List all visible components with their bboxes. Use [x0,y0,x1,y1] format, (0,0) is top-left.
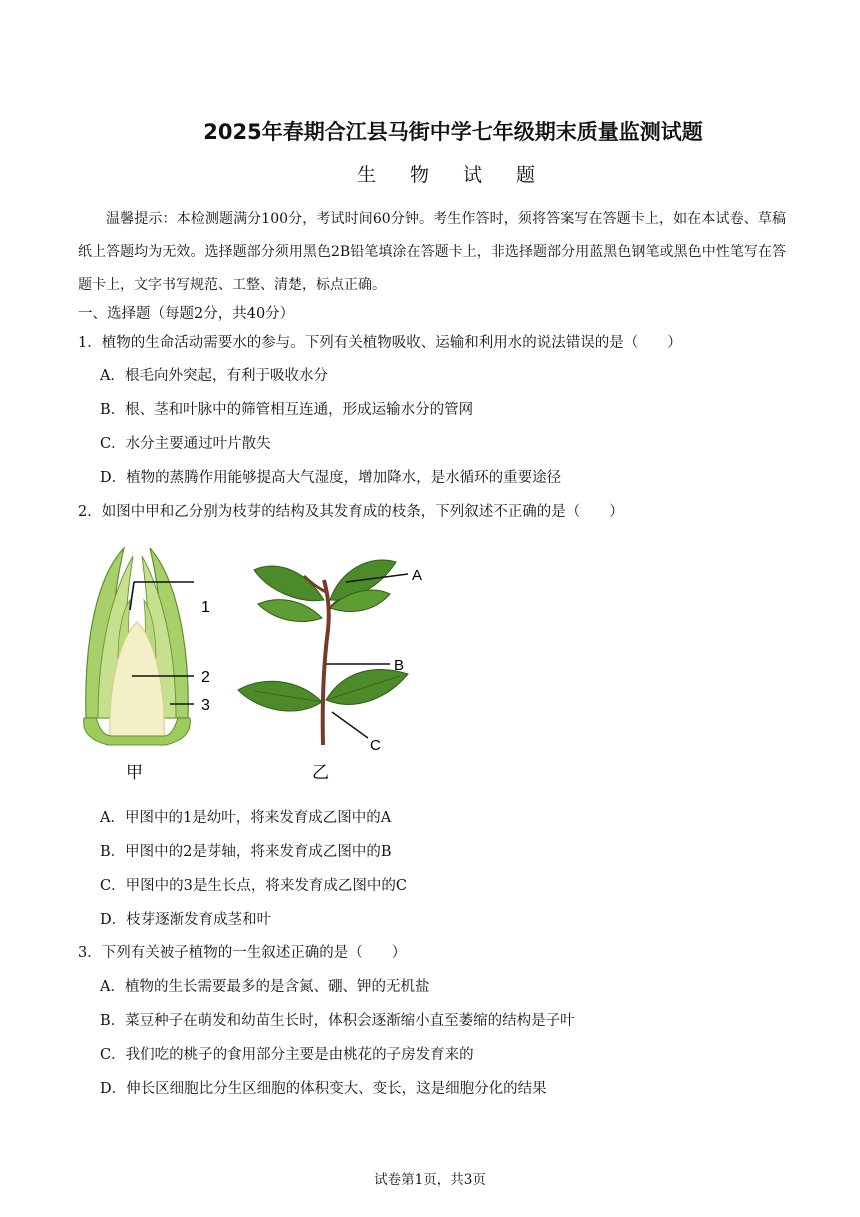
branch-label-c: C [370,737,381,754]
bud-label-3: 3 [201,697,210,714]
question-1-option-d: D．植物的蒸腾作用能够提高大气湿度，增加降水，是水循环的重要途径 [100,470,562,486]
branch-label-a: A [412,567,423,584]
question-3-option-b: B．菜豆种子在萌发和幼苗生长时，体积会逐渐缩小直至萎缩的结构是子叶 [100,1013,575,1029]
exam-title: 2025年春期合江县马街中学七年级期末质量监测试题 [203,120,703,144]
question-3-option-c: C．我们吃的桃子的食用部分主要是由桃花的子房发育来的 [100,1047,474,1063]
caption-yi: 乙 [312,763,329,782]
question-2-option-a: A．甲图中的1是幼叶，将来发育成乙图中的A [100,810,392,826]
caption-jia: 甲 [126,763,143,782]
bud-section-drawing [84,548,194,745]
question-1-option-b: B．根、茎和叶脉中的筛管相互连通，形成运输水分的管网 [100,402,474,418]
question-3-stem: 3．下列有关被子植物的一生叙述正确的是（ ） [78,945,407,961]
exam-notice: 温馨提示：本检测题满分100分，考试时间60分钟。考生作答时，须将答案写在答题卡上，如在本试卷、草稿纸上答题均为无效。选择题部分须用黑色2B铅笔填涂在答题卡上，非选择题部分用蓝黑色钢笔或黑色中性笔写在答题卡上，文字书写规范、工整、清楚，标点正确。 [78,211,786,293]
bud-label-1: 1 [201,599,210,616]
subject-title: 生 物 试 题 [356,164,550,186]
question-2-option-c: C．甲图中的3是生长点，将来发育成乙图中的C [100,878,407,894]
question-3-option-d: D．伸长区细胞比分生区细胞的体积变大、变长，这是细胞分化的结果 [100,1081,547,1097]
question-1-option-a: A．根毛向外突起，有利于吸收水分 [100,368,328,384]
section-header: 一、选择题（每题2分，共40分） [78,306,295,322]
question-1-stem: 1．植物的生命活动需要水的参与。下列有关植物吸收、运输和利用水的说法错误的是（ ） [78,335,682,351]
question-2-option-d: D．枝芽逐渐发育成茎和叶 [100,912,272,928]
page-footer: 试卷第1页，共3页 [374,1172,486,1188]
question-1-option-c: C．水分主要通过叶片散失 [100,436,271,452]
question-2-option-b: B．甲图中的2是芽轴，将来发育成乙图中的B [100,844,392,860]
branch-drawing [238,560,408,745]
question-2-stem: 2．如图中甲和乙分别为枝芽的结构及其发育成的枝条，下列叙述不正确的是（ ） [78,504,624,520]
branch-label-b: B [394,657,405,674]
question-3-option-a: A．植物的生长需要最多的是含氮、硼、钾的无机盐 [100,979,430,995]
bud-and-branch-figure [78,540,440,790]
bud-label-2: 2 [201,669,210,686]
